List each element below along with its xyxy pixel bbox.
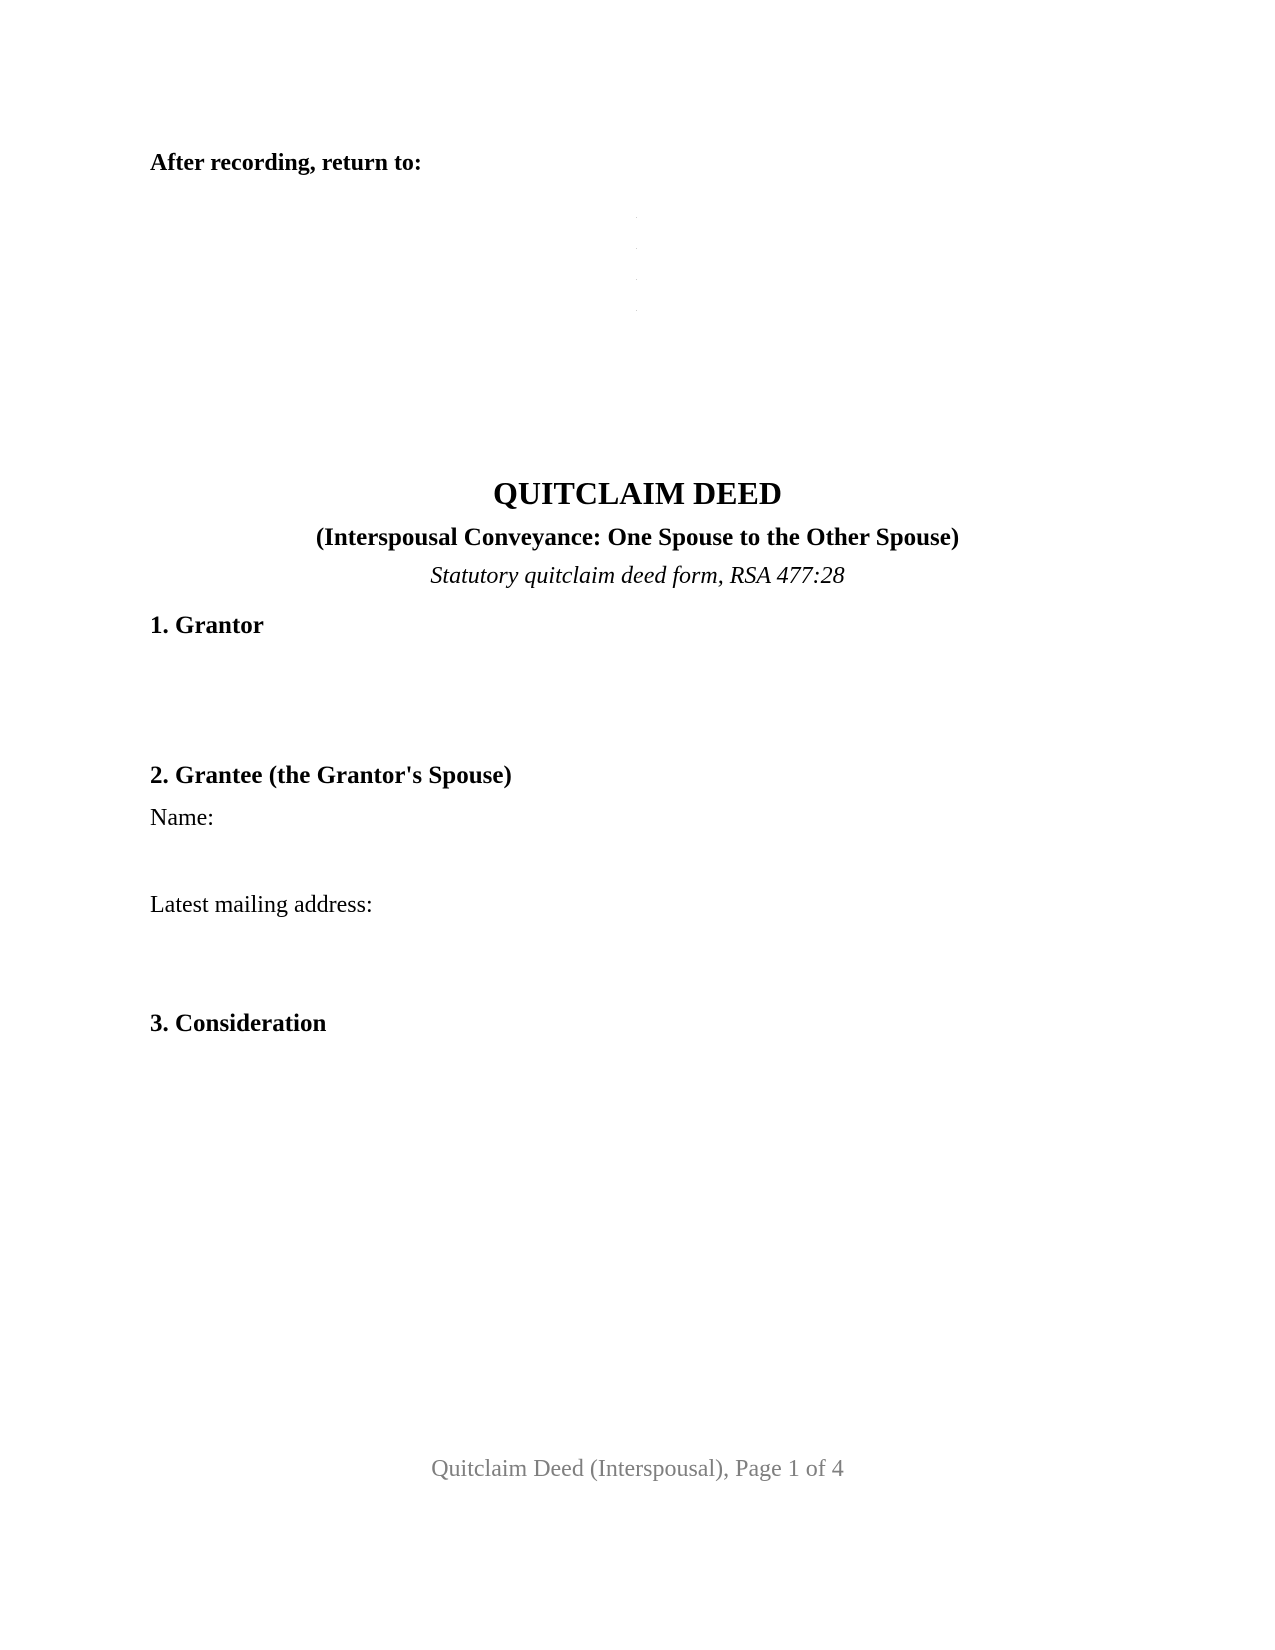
- form-reference: Statutory quitclaim deed form, RSA 477:28: [430, 563, 845, 589]
- grantee-name-label: Name:: [150, 805, 214, 831]
- section-consideration-heading: 3. Consideration: [150, 1010, 327, 1037]
- return-address-line-marker: [636, 310, 637, 311]
- return-address-label: After recording, return to:: [150, 150, 422, 176]
- page-footer: Quitclaim Deed (Interspousal), Page 1 of 4: [431, 1456, 844, 1482]
- document-subtitle: (Interspousal Conveyance: One Spouse to the Other Spouse): [315, 524, 960, 551]
- grantee-address-label: Latest mailing address:: [150, 892, 373, 918]
- document-title: QUITCLAIM DEED: [493, 475, 782, 511]
- return-address-line-marker: [636, 279, 637, 280]
- return-address-line-marker: [636, 217, 637, 218]
- return-address-line-marker: [636, 248, 637, 249]
- section-grantor-heading: 1. Grantor: [150, 612, 264, 639]
- section-grantee-heading: 2. Grantee (the Grantor's Spouse): [150, 762, 512, 789]
